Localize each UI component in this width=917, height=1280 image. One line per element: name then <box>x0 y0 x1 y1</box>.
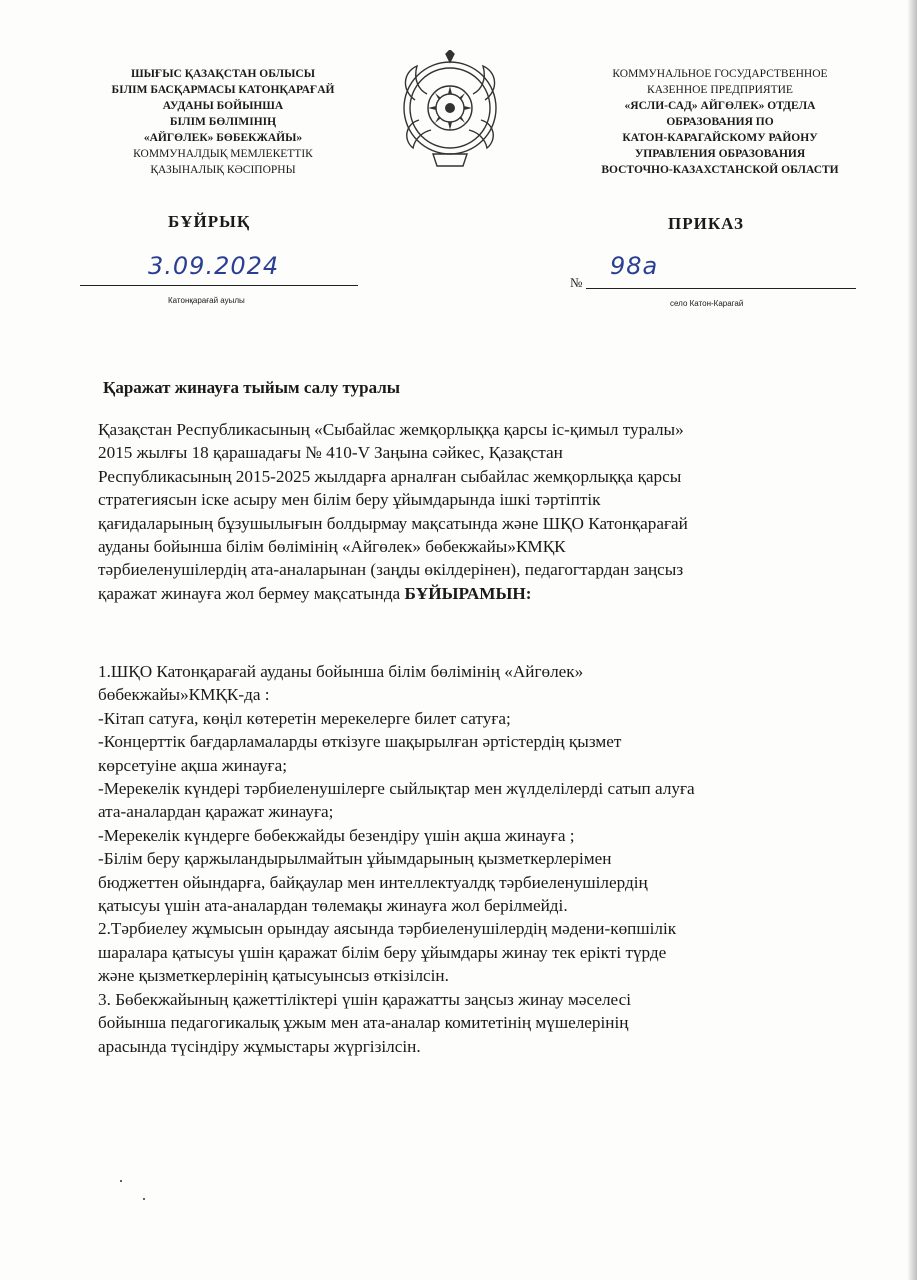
item-line: ата-аналардан қаражат жинауға; <box>98 802 334 822</box>
item-line: 3. Бөбекжайының қажеттіліктері үшін қаражатты заңсыз жинау мәселесі <box>98 989 632 1009</box>
header-right-line: КАЗЕННОЕ ПРЕДПРИЯТИЕ <box>647 84 793 96</box>
header-right-line: КАТОН-КАРАГАЙСКОМУ РАЙОНУ <box>622 132 818 144</box>
item-line: 1.ШҚО Катонқарағай ауданы бойынша білім бөлімінің «Айгөлек» <box>98 662 584 681</box>
item-line: -Мерекелік күндерге бөбекжайды безендіру үшін ақша жинауға ; <box>98 825 575 845</box>
doc-type-ru: ПРИКАЗ <box>668 214 744 233</box>
scan-speck <box>120 1180 122 1182</box>
doc-type-kz: БҰЙРЫҚ <box>168 212 251 231</box>
date-underline <box>80 285 358 286</box>
number-label: № <box>570 275 583 290</box>
item-line: шаралара қатысуы үшін қаражат білім беру ұйымдары жинау тек ерікті түрде <box>98 942 667 962</box>
item-line: арасында түсіндіру жұмыстары жүргізілсін. <box>98 1036 421 1056</box>
place-ru: село Катон-Карагай <box>670 299 744 308</box>
document-title: Қаражат жинауға тыйым салу туралы <box>103 378 401 397</box>
item-line: -Мерекелік күндері тәрбиеленушілерге сыйлықтар мен жүлделілерді сатып алуға <box>98 779 695 799</box>
header-left-line: БІЛІМ БАСҚАРМАСЫ КАТОНҚАРАҒАЙ <box>111 84 335 96</box>
header-right-line: КОММУНАЛЬНОЕ ГОСУДАРСТВЕННОЕ <box>612 68 828 80</box>
preamble-line: 2015 жылғы 18 қарашадағы № 410-V Заңына сәйкес, Қазақстан <box>98 443 563 463</box>
preamble-line: Қазақстан Республикасының «Сыбайлас жемқорлыққа қарсы іс-қимыл туралы» <box>98 420 684 439</box>
header-right-line: «ЯСЛИ-САД» АЙГӨЛЕК» ОТДЕЛА <box>624 100 816 112</box>
item-line: қатысуы үшін ата-аналардан төлемақы жинауға жол берілмейді. <box>98 896 568 916</box>
header-left-line: ШЫҒЫС ҚАЗАҚСТАН ОБЛЫСЫ <box>130 68 316 80</box>
number-underline <box>586 288 856 289</box>
order-word: БҰЙЫРАМЫН: <box>404 583 532 603</box>
item-line: -Концерттік бағдарламаларды өткізуге шақырылған әртістердің қызмет <box>98 732 622 752</box>
page-edge-shadow <box>907 0 917 1280</box>
header-left-line: АУДАНЫ БОЙЫНША <box>162 100 284 112</box>
preamble-line: тәрбиеленушілердің ата-аналарынан (заңды өкілдерінен), педагогтардан заңсыз <box>98 560 684 580</box>
item-line: және қызметкерлерінің қатысуынсыз өткізілсін. <box>98 966 449 986</box>
header-left-line: ҚАЗЫНАЛЫҚ КӘСІПОРНЫ <box>150 164 296 176</box>
header-left-line: «АЙГӨЛЕК» БӨБЕКЖАЙЫ» <box>143 132 303 144</box>
item-line: көрсетуіне ақша жинауға; <box>98 755 287 775</box>
header-right-line: ВОСТОЧНО-КАЗАХСТАНСКОЙ ОБЛАСТИ <box>601 164 839 176</box>
preamble-line: ауданы бойынша білім бөлімінің «Айгөлек» бөбекжайы»КМҚК <box>98 537 566 557</box>
header-left-line: КОММУНАЛДЫҚ МЕМЛЕКЕТТІК <box>133 148 313 160</box>
preamble-line-last <box>98 582 858 605</box>
preamble-line: қағидаларының бұзушылығын болдырмау мақсатында және ШҚО Катонқарағай <box>98 513 688 533</box>
header-right-ru <box>555 66 885 178</box>
item-line: -Білім беру қаржыландырылмайтын ұйымдарының қызметкерлерімен <box>98 849 612 869</box>
item-line: 2.Тәрбиелеу жұмысын орындау аясында тәрбиеленушілердің мәдени-көпшілік <box>98 919 677 939</box>
order-items <box>98 660 858 1058</box>
header-right-line: ОБРАЗОВАНИЯ ПО <box>666 116 774 128</box>
handwritten-date: 3.09.2024 <box>148 252 280 280</box>
preamble-line: қаражат жинауға жол бермеу мақсатында <box>98 583 401 603</box>
scan-speck <box>143 1198 145 1200</box>
handwritten-number: 98а <box>610 252 659 280</box>
preamble <box>98 418 858 605</box>
state-emblem-icon <box>397 50 503 170</box>
place-kz: Катонқарағай ауылы <box>168 296 245 305</box>
header-right-line: УПРАВЛЕНИЯ ОБРАЗОВАНИЯ <box>634 148 806 160</box>
item-line: бөбекжайы»КМҚК-да : <box>98 685 270 705</box>
header-left-line: БІЛІМ БӨЛІМІНІҢ <box>169 116 277 128</box>
item-line: бойынша педагогикалық ұжым мен ата-аналар комитетінің мүшелерінің <box>98 1013 629 1033</box>
item-line: -Кітап сатуға, көңіл көтеретін мерекелерге билет сатуға; <box>98 708 511 728</box>
header-left-kz <box>58 66 388 178</box>
preamble-line: Республикасының 2015-2025 жылдарға арналған сыбайлас жемқорлыққа қарсы <box>98 466 682 486</box>
preamble-line: стратегиясын іске асыру мен білім беру ұйымдарында ішкі тәртіптік <box>98 490 601 510</box>
item-line: бюджеттен ойындарға, байқаулар мен интеллектуалдқ тәрбиеленушілердің <box>98 872 648 892</box>
